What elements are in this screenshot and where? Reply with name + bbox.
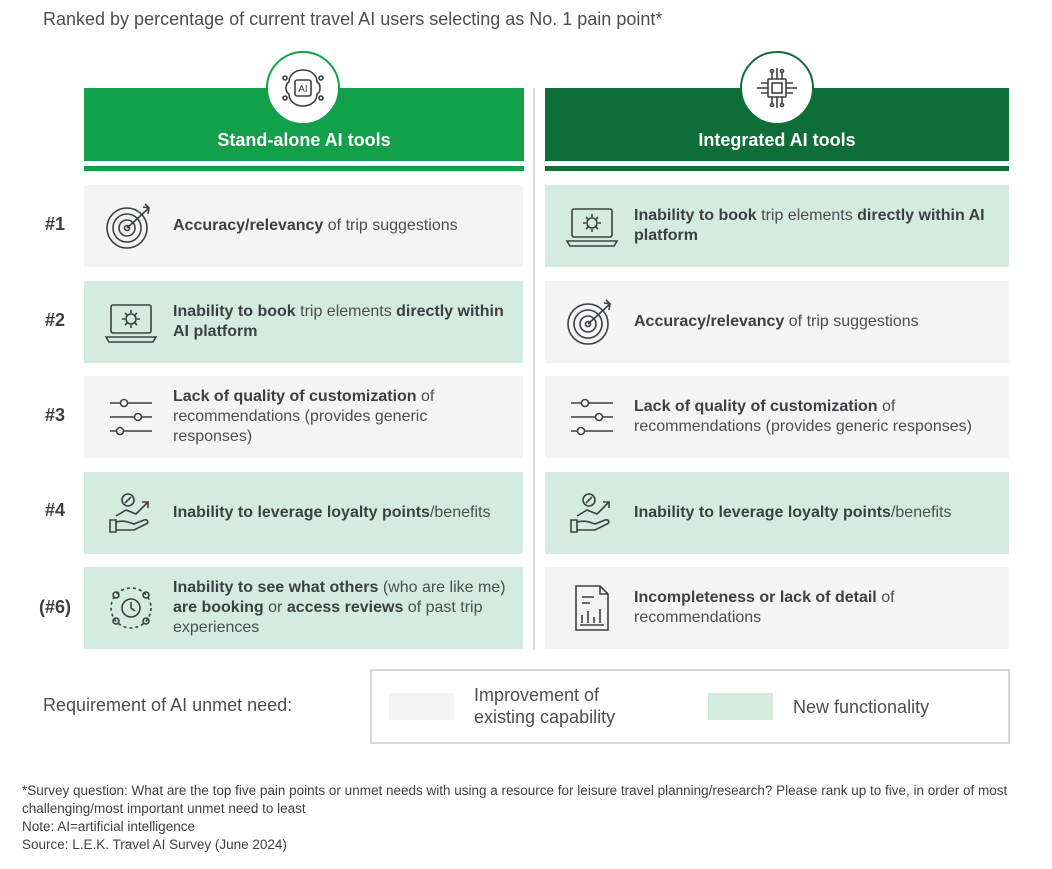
rank-label: #1 — [44, 214, 66, 234]
ai-brain-icon — [266, 51, 340, 125]
pain-point-emphasis: Lack of quality of customization — [634, 398, 878, 415]
pain-point-detail: /benefits — [890, 504, 952, 521]
pain-point-text — [173, 387, 523, 447]
legend-improvement-line2: existing capability — [474, 707, 616, 727]
pain-point-cell-right — [545, 185, 1009, 267]
legend-swatch-improvement — [389, 693, 454, 720]
report-chart-icon — [561, 583, 623, 633]
pain-point-detail: trip elements — [756, 207, 858, 224]
header-integrated-title: Integrated AI tools — [698, 130, 856, 150]
rank-label: #4 — [44, 500, 66, 520]
pain-point-emphasis: Lack of quality of customization — [173, 388, 417, 405]
pain-point-emphasis: Accuracy/relevancy — [634, 313, 785, 330]
pain-point-detail: /benefits — [429, 504, 491, 521]
pain-point-cell-right — [545, 567, 1009, 649]
sliders-icon — [561, 395, 623, 439]
chip-icon — [740, 51, 814, 125]
loyalty-hand-icon — [561, 490, 623, 536]
pain-point-emphasis: directly within AI platform — [173, 303, 504, 340]
pain-point-cell-left — [84, 567, 523, 649]
pain-point-text — [173, 578, 523, 638]
pain-point-emphasis: Inability to book — [634, 207, 757, 224]
pain-point-detail: of recommendations (provides generic responses) — [173, 388, 435, 445]
header-rule-standalone — [84, 166, 524, 171]
pain-point-text — [173, 503, 504, 523]
pain-point-text — [173, 302, 523, 342]
legend-label: Requirement of AI unmet need: — [43, 695, 293, 715]
pain-point-cell-left — [84, 185, 523, 267]
pain-point-emphasis: Inability to leverage loyalty points — [173, 504, 430, 521]
footnote-note: Note: AI=artificial intelligence — [22, 819, 195, 834]
pain-point-text — [634, 503, 965, 523]
legend-improvement-line1: Improvement of — [474, 685, 600, 705]
pain-point-detail: of trip suggestions — [784, 313, 919, 330]
footnote-source: Source: L.E.K. Travel AI Survey (June 2024) — [22, 837, 287, 852]
header-rule-integrated — [545, 166, 1009, 171]
pain-point-emphasis: Accuracy/relevancy — [173, 217, 324, 234]
people-clock-icon — [100, 583, 162, 633]
pain-point-detail: trip elements — [295, 303, 397, 320]
chart-subtitle: Ranked by percentage of current travel AI users selecting as No. 1 pain point* — [43, 9, 663, 29]
legend-new-text: New functionality — [793, 697, 930, 717]
pain-point-text — [634, 206, 1009, 246]
svg-text:AI: AI — [298, 84, 308, 95]
pain-point-emphasis: Inability to see what others — [173, 579, 379, 596]
pain-point-cell-left — [84, 472, 523, 554]
rank-label: #3 — [44, 405, 66, 425]
pain-point-emphasis: are booking — [173, 599, 264, 616]
pain-point-text — [634, 397, 1009, 437]
target-icon — [561, 294, 623, 350]
pain-point-cell-left — [84, 376, 523, 458]
pain-point-emphasis: Incompleteness or lack of detail — [634, 589, 877, 606]
pain-point-text — [173, 216, 472, 236]
legend-swatch-new — [708, 693, 773, 720]
header-standalone-title: Stand-alone AI tools — [217, 130, 391, 150]
rank-label: #2 — [44, 310, 66, 330]
pain-point-text — [634, 588, 1009, 628]
pain-point-detail: of past trip experiences — [173, 599, 483, 636]
legend-improvement-text — [474, 684, 615, 728]
pain-point-cell-right — [545, 281, 1009, 363]
footnote-survey: *Survey question: What are the top five pain points or unmet needs with using a resource for leisure travel planning/research? Please rank up to five, in order of most challenging/most important unmet need to least — [22, 783, 1008, 816]
pain-point-cell-right — [545, 472, 1009, 554]
pain-point-emphasis: Inability to leverage loyalty points — [634, 504, 891, 521]
rank-label: (#6) — [38, 597, 71, 617]
pain-point-emphasis: access reviews — [286, 599, 404, 616]
sliders-icon — [100, 395, 162, 439]
pain-point-emphasis: directly within AI platform — [634, 207, 985, 244]
pain-point-text — [634, 312, 933, 332]
pain-point-detail: of recommendations — [634, 589, 895, 626]
column-divider — [533, 88, 535, 650]
pain-point-cell-left — [84, 281, 523, 363]
laptop-gear-icon — [100, 297, 162, 347]
pain-point-detail: or — [263, 599, 287, 616]
laptop-gear-icon — [561, 201, 623, 251]
pain-point-cell-right — [545, 376, 1009, 458]
loyalty-hand-icon — [100, 490, 162, 536]
pain-point-emphasis: Inability to book — [173, 303, 296, 320]
pain-point-detail: (who are like me) — [378, 579, 506, 596]
pain-point-detail: of trip suggestions — [323, 217, 458, 234]
pain-point-detail: of recommendations (provides generic responses) — [634, 398, 972, 435]
target-icon — [100, 198, 162, 254]
